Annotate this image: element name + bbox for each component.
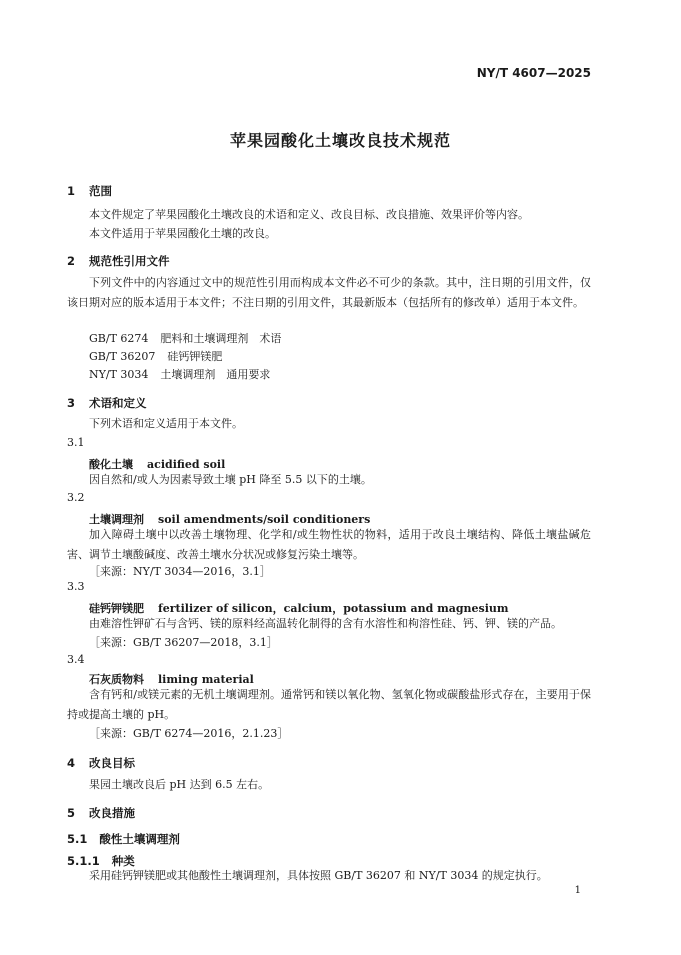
section-1-paragraph-1: 本文件规定了苹果园酸化土壤改良的术语和定义、改良目标、改良措施、效果评价等内容。	[89, 208, 529, 221]
section-number: 1	[67, 184, 76, 198]
term-definition: 因自然和/或人为因素导致土壤 pH 降至 5.5 以下的土壤。	[89, 473, 372, 486]
subsection-5-1-heading	[67, 828, 180, 847]
reference-title: 肥料和土壤调理剂 术语	[160, 332, 282, 345]
section-3-heading	[67, 392, 147, 411]
section-3-intro: 下列术语和定义适用于本文件。	[89, 417, 243, 430]
reference-item	[89, 366, 270, 382]
subsection-5-1-1-paragraph: 采用硅钙钾镁肥或其他酸性土壤调理剂，具体按照 GB/T 36207 和 NY/T 3034 的规定执行。	[89, 869, 548, 882]
subsection-number: 5.1.1	[67, 854, 100, 868]
reference-item	[89, 330, 281, 346]
reference-code: NY/T 3034	[89, 368, 149, 381]
term-english: liming material	[158, 673, 254, 686]
term-chinese: 硅钙钾镁肥	[89, 602, 144, 615]
term-definition: 加入障碍土壤中以改善土壤物理、化学和/或生物性状的物料，适用于改良土壤结构、降低土壤盐碱危害、调节土壤酸碱度、改善土壤水分状况或修复污染土壤等。	[67, 528, 591, 561]
reference-title: 土壤调理剂 通用要求	[160, 368, 271, 381]
reference-code: GB/T 6274	[89, 332, 149, 345]
term-definition: 含有钙和/或镁元素的无机土壤调理剂。通常钙和镁以氧化物、氢氧化物或碳酸盐形式存在，主要用于保持或提高土壤的 pH。	[67, 688, 591, 721]
term-number: 3.1	[67, 436, 85, 449]
section-title: 范围	[89, 184, 113, 198]
section-4-heading	[67, 752, 135, 771]
section-title: 改良目标	[89, 756, 136, 770]
term-chinese: 土壤调理剂	[89, 513, 144, 526]
section-number: 5	[67, 806, 76, 820]
section-5-heading	[67, 802, 135, 821]
subsection-title: 酸性土壤调理剂	[99, 832, 180, 846]
section-number: 4	[67, 756, 76, 770]
subsection-title: 种类	[111, 854, 135, 868]
section-title: 改良措施	[89, 806, 136, 820]
term-source: ［来源：GB/T 6274—2016，2.1.23］	[89, 727, 289, 740]
term-chinese: 酸化土壤	[89, 458, 133, 471]
subsection-number: 5.1	[67, 832, 88, 846]
page-number: 1	[574, 885, 581, 896]
reference-item	[89, 348, 222, 364]
section-number: 2	[67, 254, 76, 268]
term-number: 3.3	[67, 580, 85, 593]
term-number: 3.2	[67, 491, 85, 504]
term-source: ［来源：GB/T 36207—2018，3.1］	[89, 636, 278, 649]
reference-title: 硅钙钾镁肥	[167, 350, 223, 363]
section-1-heading	[67, 180, 112, 199]
section-1-paragraph-2: 本文件适用于苹果园酸化土壤的改良。	[89, 227, 276, 240]
document-code: NY/T 4607—2025	[476, 66, 591, 80]
term-definition: 由难溶性钾矿石与含钙、镁的原料经高温转化制得的含有水溶性和枸溶性硅、钙、钾、镁的产品。	[89, 617, 562, 630]
term-number: 3.4	[67, 653, 85, 666]
term-english: fertilizer of silicon，calcium，potassium and magnesium	[158, 602, 509, 615]
section-2-intro: 下列文件中的内容通过文中的规范性引用而构成本文件必不可少的条款。其中，注日期的引用文件，仅该日期对应的版本适用于本文件；不注日期的引用文件，其最新版本（包括所有的修改单）适用于本文件。	[67, 276, 591, 309]
section-4-paragraph: 果园土壤改良后 pH 达到 6.5 左右。	[89, 778, 270, 791]
term-chinese: 石灰质物料	[89, 673, 144, 686]
reference-code: GB/T 36207	[89, 350, 156, 363]
section-number: 3	[67, 396, 76, 410]
section-title: 规范性引用文件	[89, 254, 170, 268]
term-source: ［来源：NY/T 3034—2016，3.1］	[89, 565, 271, 578]
page-title: 苹果园酸化土壤改良技术规范	[229, 131, 451, 150]
section-2-heading	[67, 250, 170, 269]
term-english: soil amendments/soil conditioners	[158, 513, 371, 526]
term-english: acidified soil	[147, 458, 226, 471]
section-title: 术语和定义	[89, 396, 147, 410]
